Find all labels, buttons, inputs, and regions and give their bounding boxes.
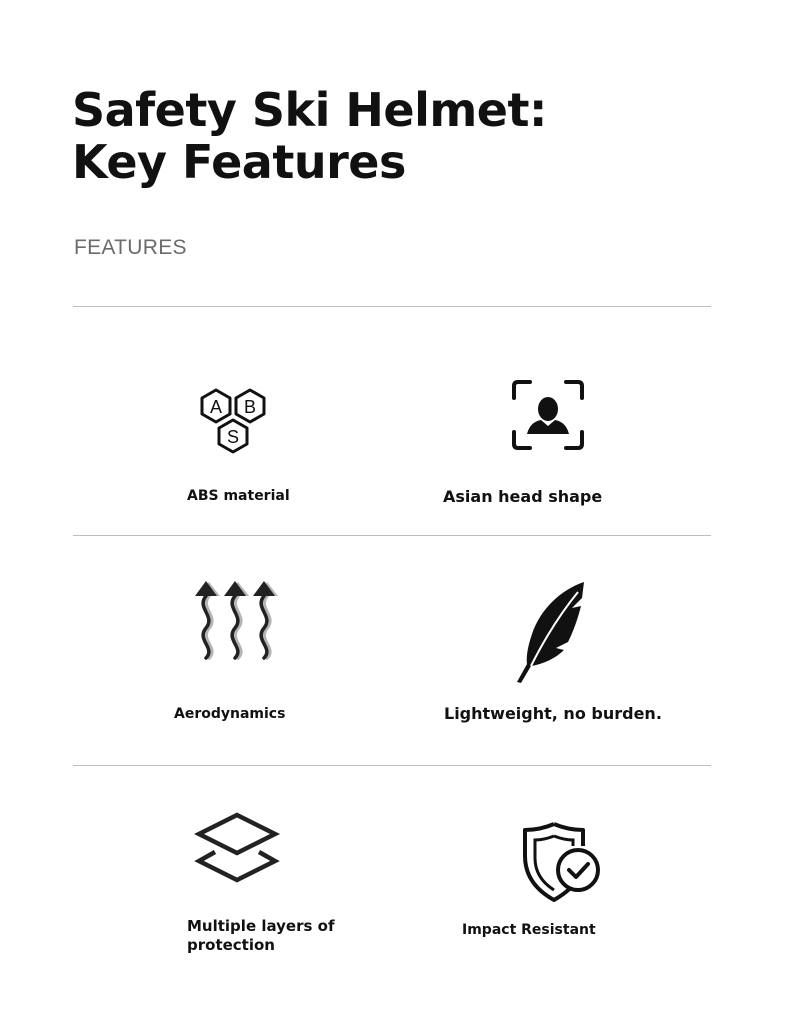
feature-label-lightweight: Lightweight, no burden. (444, 704, 662, 723)
feature-label-head-shape: Asian head shape (443, 487, 603, 506)
section-label: FEATURES (74, 236, 187, 259)
divider-middle-2 (73, 765, 711, 766)
feature-label-impact: Impact Resistant (462, 922, 596, 938)
feature-label-abs: ABS material (187, 488, 290, 504)
abs-letter-a: A (209, 397, 223, 417)
shield-check-icon (520, 820, 604, 904)
page-title-line-1: Safety Ski Helmet: (72, 83, 547, 137)
feature-label-layers: Multiple layers of protection (187, 917, 335, 954)
feature-label-aerodynamics: Aerodynamics (174, 706, 286, 722)
abs-letter-b: B (243, 397, 257, 417)
face-frame-icon (510, 378, 586, 452)
abs-hexagon-icon (196, 386, 272, 462)
divider-middle-1 (73, 535, 711, 536)
layers-icon (193, 810, 281, 894)
page-title (72, 84, 547, 188)
page-title-line-2: Key Features (72, 135, 406, 189)
airflow-arrows-icon (190, 578, 282, 662)
divider-top (73, 306, 711, 307)
feature-icon (512, 580, 588, 684)
abs-letter-s: S (226, 427, 240, 447)
